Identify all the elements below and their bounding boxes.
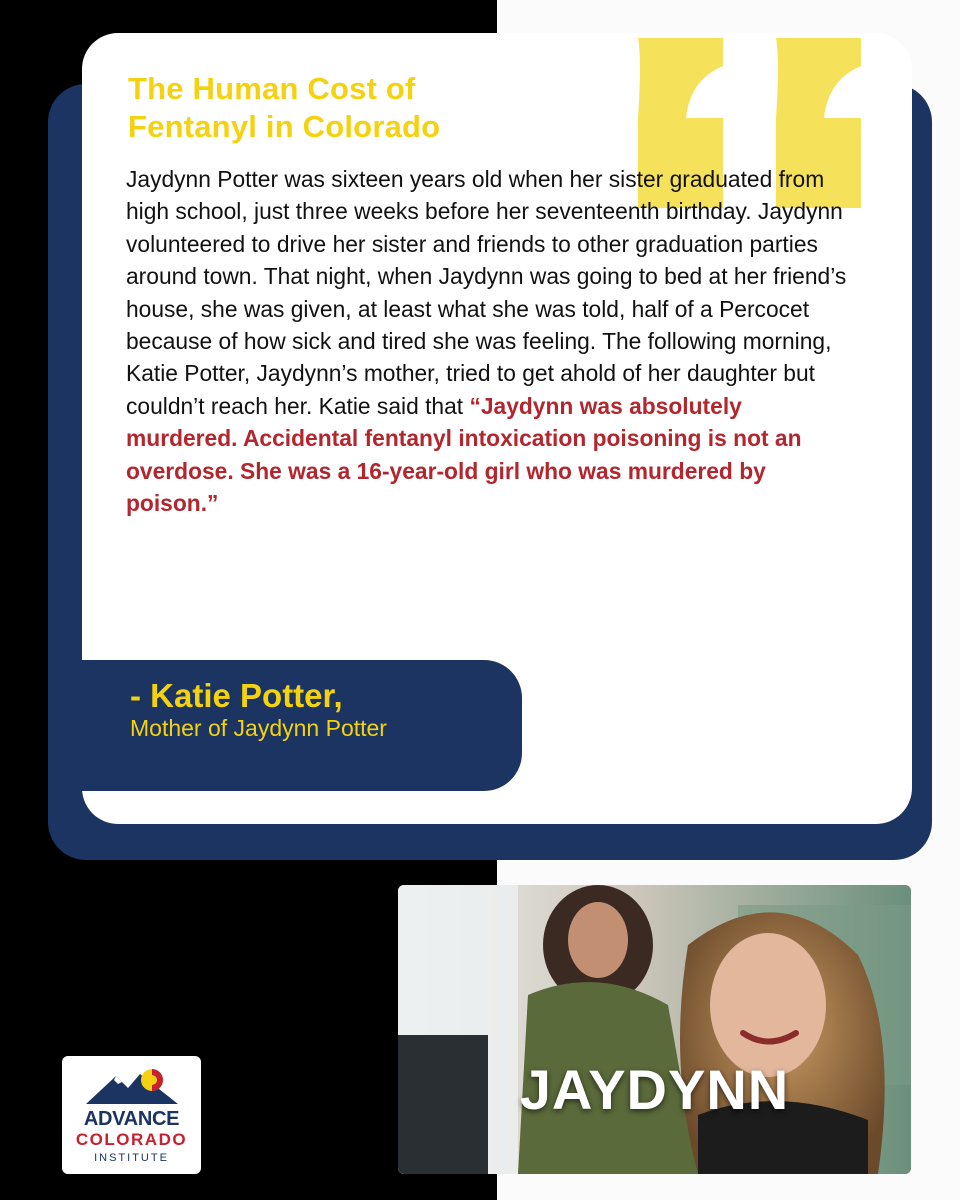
attribution-name: - Katie Potter, <box>130 677 343 714</box>
logo <box>62 1056 201 1174</box>
photo-illustration <box>398 885 911 1174</box>
photo-caption: JAYDYNN <box>519 1058 790 1121</box>
portrait-photo <box>398 885 911 1174</box>
logo-advance-text: ADVANCE <box>83 1108 180 1130</box>
logo-institute-text: INSTITUTE <box>94 1152 169 1164</box>
story-lead: Jaydynn Potter was sixteen years old when her sister graduated from high school, just three weeks before her seventeenth birthday. Jaydynn volunteered to drive her sister and friends to other graduation parties around town. That night, when Jaydynn was going to bed at her friend’s house, she was given, at least what she was told, half of a Percocet because of how sick and tired she was feeling. The following morning, Katie Potter, Jaydynn’s mother, tried to get ahold of her daughter but couldn’t reach her. Katie said that <box>126 166 847 419</box>
headline-line-2: Fentanyl in Colorado <box>128 109 441 144</box>
mountain-logo-icon <box>82 1064 182 1108</box>
story-paragraph <box>126 163 852 519</box>
logo-colorado-text: COLORADO <box>75 1130 188 1149</box>
headline-line-1: The Human Cost of <box>128 71 416 106</box>
attribution-role: Mother of Jaydynn Potter <box>130 715 387 741</box>
highlighted-quote: “Jaydynn was absolutely murdered. Accidental fentanyl intoxication poisoning is not an overdose. She was a 16-year-old girl who was murdered by poison.” <box>126 392 802 517</box>
page-title <box>128 70 440 146</box>
